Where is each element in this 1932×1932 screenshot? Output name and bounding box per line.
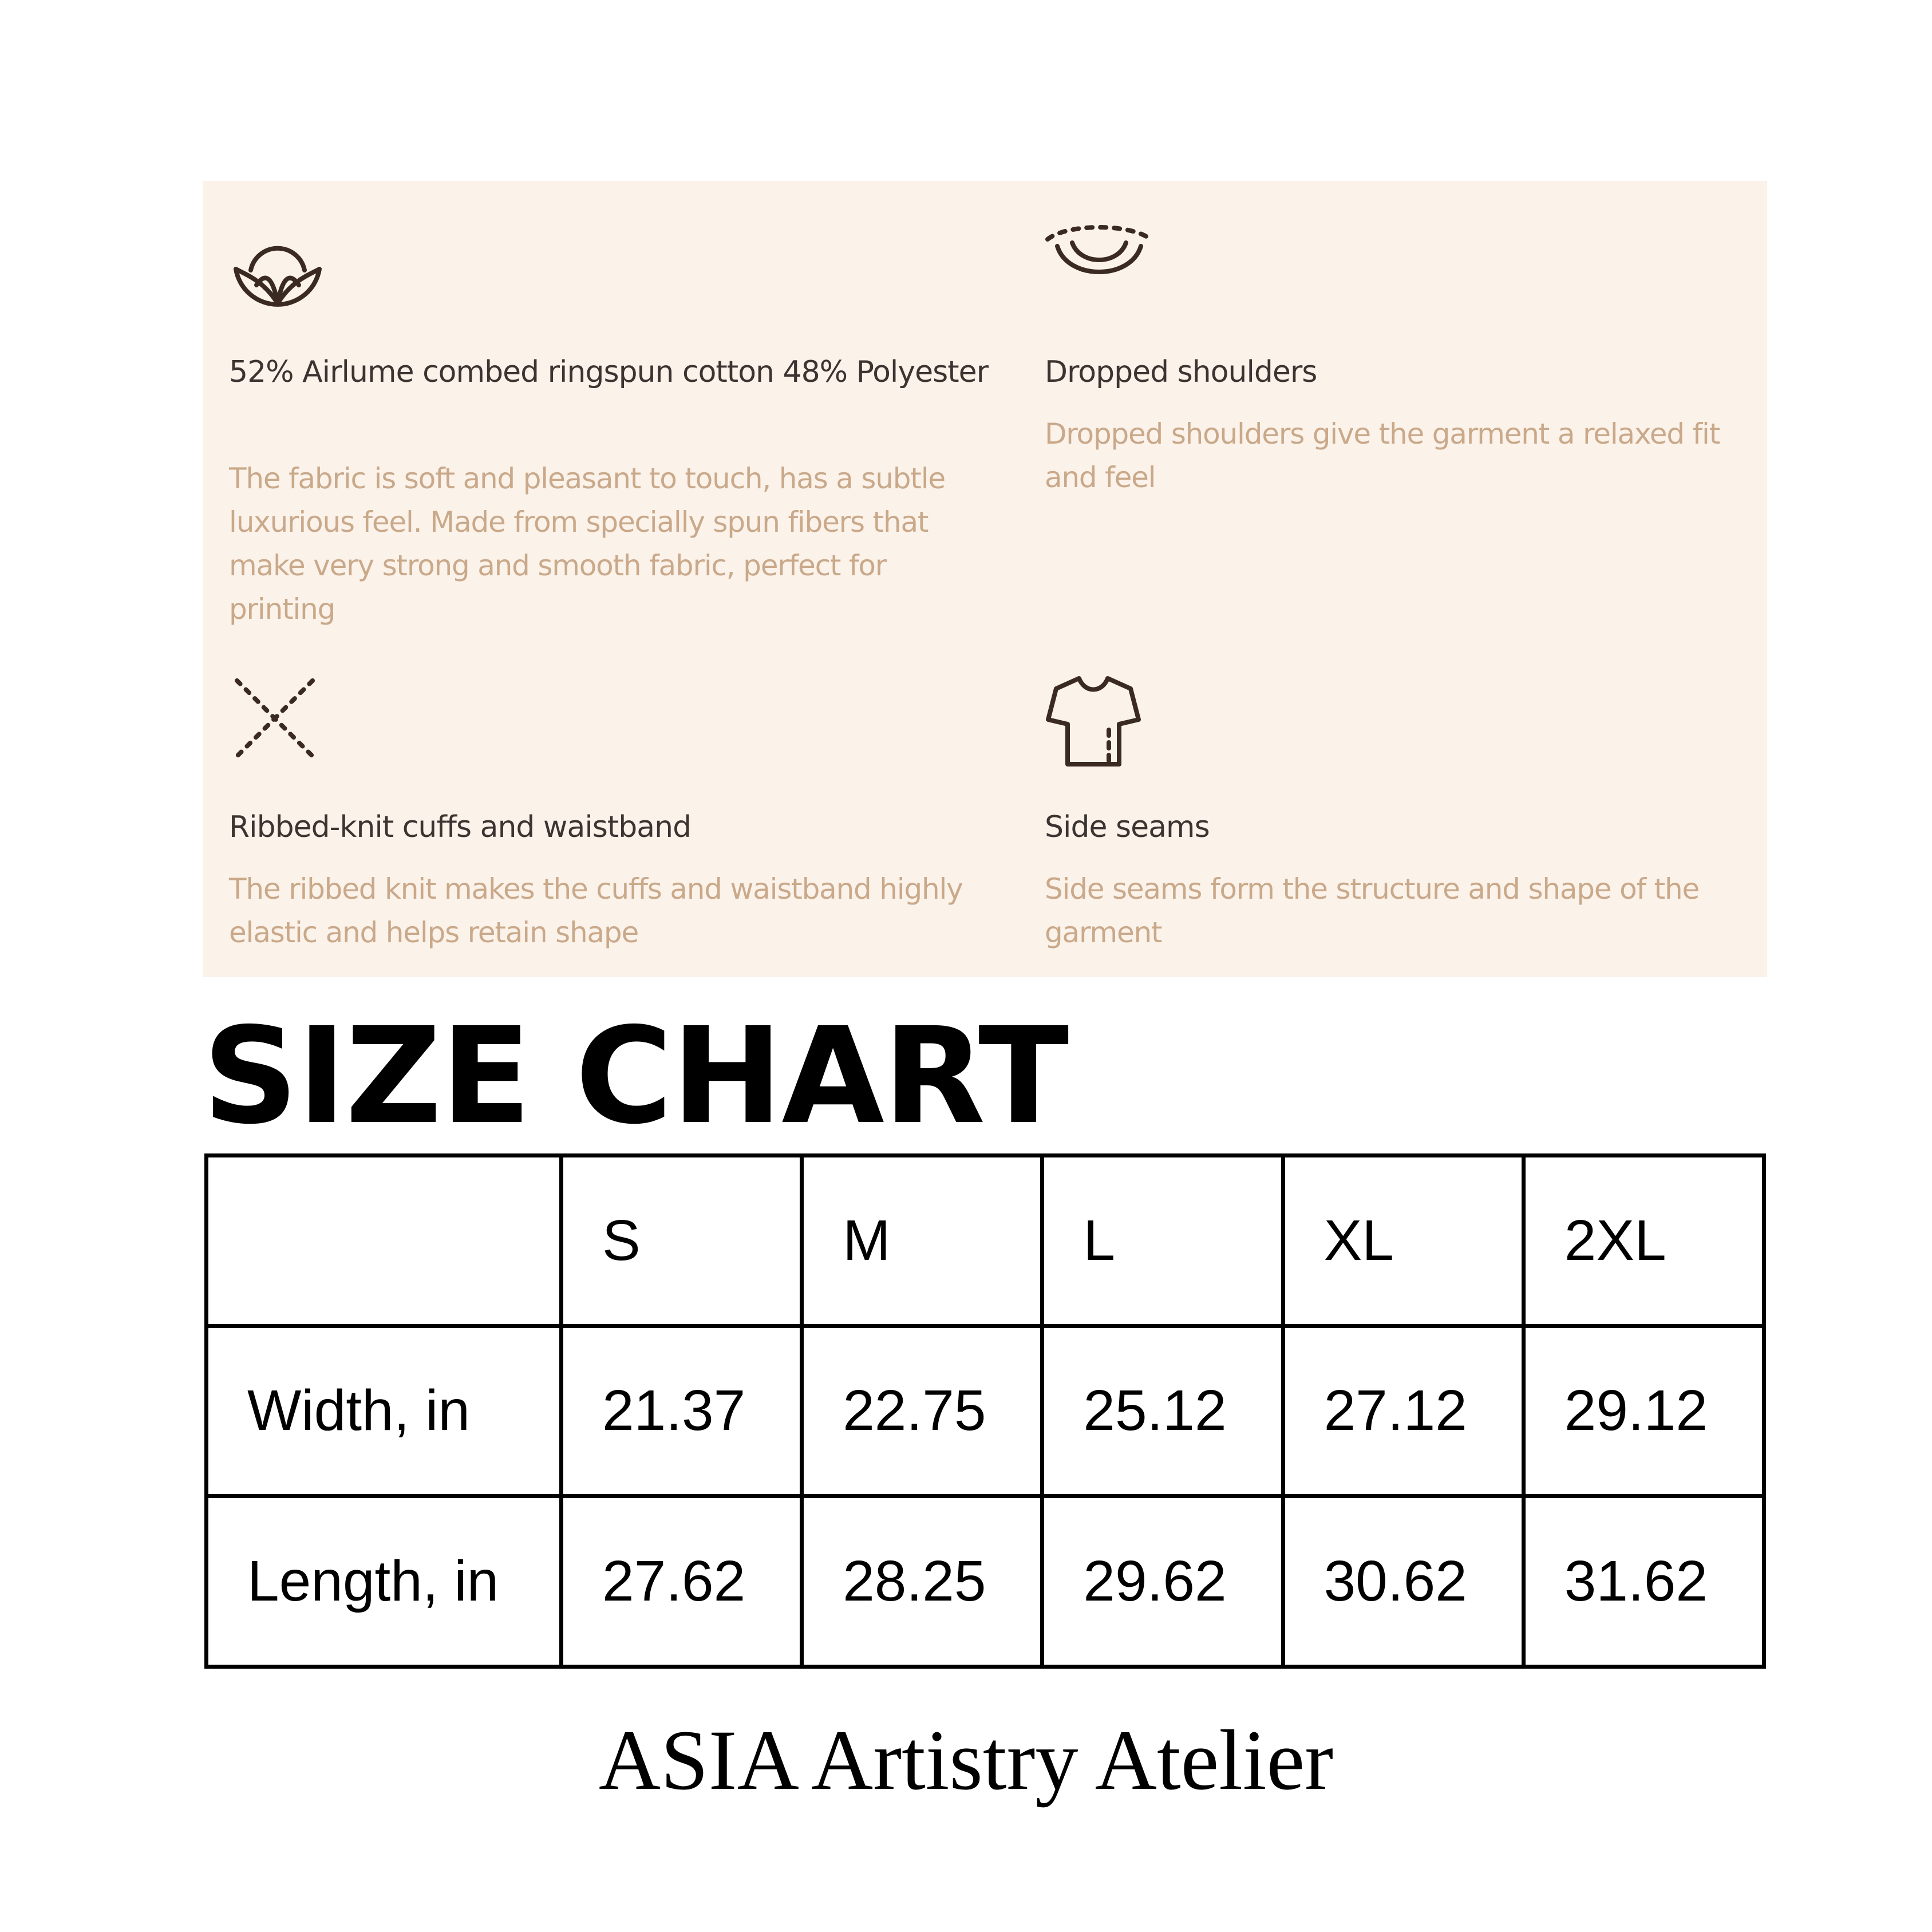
- row-label-cell: Width, in: [207, 1326, 562, 1496]
- table-header-cell: [207, 1156, 562, 1326]
- feature-title: 52% Airlume combed ringspun cotton 48% Polyester: [229, 355, 988, 389]
- table-header-cell: L: [1042, 1156, 1283, 1326]
- size-chart-title: SIZE CHART: [203, 999, 1068, 1153]
- table-header-cell: M: [802, 1156, 1042, 1326]
- table-cell: 29.62: [1042, 1496, 1283, 1667]
- table-header-cell: S: [562, 1156, 802, 1326]
- table-row: [207, 1326, 1764, 1496]
- feature-description: The fabric is soft and pleasant to touch, has a subtle luxurious feel. Made from specially spun fibers that make very strong and smooth fabric, perfect for printing: [229, 462, 945, 626]
- brand-name: ASIA Artistry Atelier: [598, 1713, 1334, 1808]
- stitched-cross-icon: [229, 673, 321, 764]
- table-header-cell: 2XL: [1523, 1156, 1764, 1326]
- feature-description: Dropped shoulders give the garment a relaxed fit and feel: [1045, 417, 1720, 494]
- table-cell: 22.75: [802, 1326, 1042, 1496]
- cotton-boll-icon: [229, 218, 326, 315]
- table-cell: 29.12: [1523, 1326, 1764, 1496]
- feature-title: Dropped shoulders: [1045, 355, 1317, 389]
- tshirt-side-seam-icon: [1045, 673, 1142, 770]
- table-cell: 30.62: [1283, 1496, 1523, 1667]
- feature-title: Ribbed-knit cuffs and waistband: [229, 810, 692, 844]
- table-cell: 21.37: [562, 1326, 802, 1496]
- table-header-row: [207, 1156, 1764, 1326]
- size-chart-table: [204, 1153, 1766, 1669]
- table-row: [207, 1496, 1764, 1667]
- table-cell: 25.12: [1042, 1326, 1283, 1496]
- feature-title: Side seams: [1045, 810, 1210, 844]
- table-cell: 27.12: [1283, 1326, 1523, 1496]
- feature-description: The ribbed knit makes the cuffs and waistband highly elastic and helps retain shape: [229, 872, 963, 949]
- feature-description: Side seams form the structure and shape of the garment: [1045, 872, 1700, 949]
- table-header-cell: XL: [1283, 1156, 1523, 1326]
- dropped-shoulder-neckline-icon: [1045, 218, 1153, 298]
- row-label-cell: Length, in: [207, 1496, 562, 1667]
- table-cell: 28.25: [802, 1496, 1042, 1667]
- table-cell: 27.62: [562, 1496, 802, 1667]
- table-cell: 31.62: [1523, 1496, 1764, 1667]
